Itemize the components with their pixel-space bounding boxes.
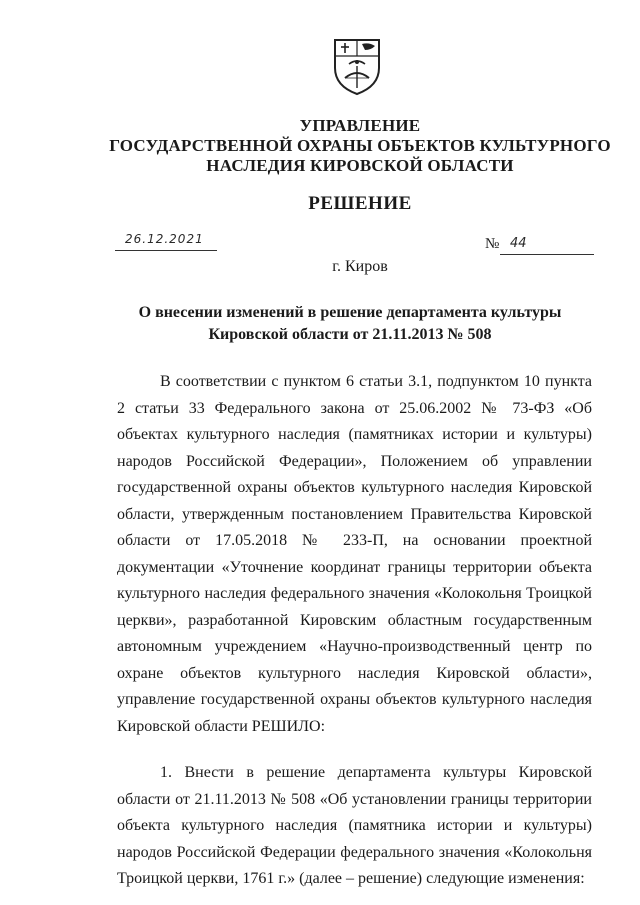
city-line: г. Киров xyxy=(332,258,388,275)
number-sign: № xyxy=(485,236,500,252)
number-underline xyxy=(500,254,594,255)
kirov-coat-of-arms-icon xyxy=(331,38,383,96)
body-paragraph-item-1: 1. Внести в решение департамента культуры Кировской области от 21.11.2013 № 508 «Об установлении границы территории объекта культурного наследия (памятника истории и культуры) народов Российской Федерации федерального значения «Колокольня Троицкой церкви, 1761 г.» (далее – решение) следующие изменения: xyxy=(117,764,592,887)
decision-number: 44 xyxy=(510,236,527,251)
date-underline xyxy=(115,250,217,251)
decision-subject: О внесении изменений в решение департамента культуры Кировской области от 21.11.2013 № 508 xyxy=(138,304,562,343)
document-type-title: РЕШЕНИЕ xyxy=(308,193,412,214)
org-name-line-2: ГОСУДАРСТВЕННОЙ ОХРАНЫ ОБЪЕКТОВ КУЛЬТУРНОГО xyxy=(109,136,611,155)
org-name-line-1: УПРАВЛЕНИЕ xyxy=(299,116,421,135)
body-paragraph-preamble: В соответствии с пунктом 6 статьи 3.1, подпунктом 10 пункта 2 статьи 33 Федерального закона от 25.06.2002 № 73-ФЗ «Об объектах культурного наследия (памятниках истории и культуры) народов Российской Федерации», Положением об управлении государственной охраны объектов культурного наследия Кировской области, утвержденным постановлением Правительства Кировской области от 17.05.2018 № 233-П, на основании проектной документации «Уточнение координат границы территории объекта культурного наследия федерального значения «Колокольня Троицкой церкви», разработанной Кировским областным государственным автономным учреждением «Научно-производственный центр по охране объектов культурного наследия Кировской области», управление государственной охраны объектов культурного наследия Кировской области РЕШИЛО: xyxy=(117,373,592,735)
org-name-line-3: НАСЛЕДИЯ КИРОВСКОЙ ОБЛАСТИ xyxy=(206,156,514,175)
decision-date: 26.12.2021 xyxy=(125,232,204,246)
